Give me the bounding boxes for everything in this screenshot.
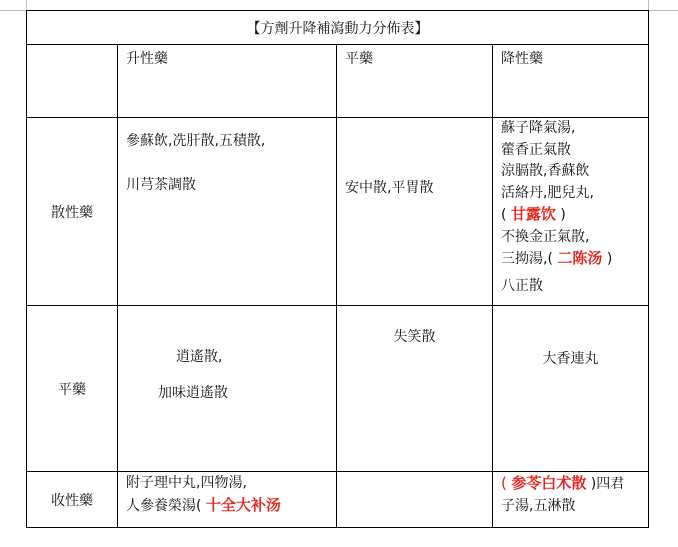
prescription-distribution-table xyxy=(26,10,649,528)
cell-line: 涼膈散,香蘇飲 xyxy=(501,163,590,179)
cell-line: 參蘇飲,冼肝散,五積散, xyxy=(126,133,266,149)
cell-astringent-down xyxy=(493,472,649,528)
paren-close: ) xyxy=(606,251,613,267)
highlighted-formula: 甘露饮 xyxy=(510,205,556,223)
line-suffix: )四君 xyxy=(590,476,625,492)
cell-line: 八正散 xyxy=(501,277,543,294)
paren-open: ( xyxy=(501,207,507,223)
cell-line: 活絡丹,肥兒丸, xyxy=(501,184,594,201)
cell-line: 失笑散 xyxy=(393,329,436,345)
line-prefix: 三拗湯,( xyxy=(501,251,553,267)
cell-line: 子湯,五淋散 xyxy=(501,498,576,514)
margin-guide-top-left xyxy=(26,0,27,10)
cell-line: 大香連丸 xyxy=(542,351,599,367)
cell-disperse-up xyxy=(118,118,337,306)
row-header-neutral: 平藥 xyxy=(27,306,118,472)
column-header-down: 降性藥 xyxy=(493,45,649,118)
cell-astringent-up xyxy=(118,472,337,528)
cell-neutral-flat xyxy=(337,306,493,472)
row-header-disperse: 散性藥 xyxy=(27,118,118,306)
cell-line xyxy=(126,494,328,517)
cell-line: 藿香正氣散 xyxy=(501,141,571,158)
cell-line: 加味逍遙散 xyxy=(158,385,228,401)
cell-line: 蘇子降氣湯, xyxy=(501,120,576,136)
cell-line: 不換金正氣散, xyxy=(501,228,590,245)
cell-neutral-down xyxy=(493,306,649,472)
cell-disperse-flat xyxy=(337,118,493,306)
margin-guide-top-right xyxy=(648,0,649,10)
highlighted-formula: 二陈汤 xyxy=(557,249,603,267)
cell-line: 川芎茶調散 xyxy=(126,177,196,193)
cell-line: 逍遙散, xyxy=(176,349,223,365)
cell-astringent-flat xyxy=(337,472,493,528)
line-prefix: 人參養榮湯( xyxy=(126,498,202,514)
paren-close: ) xyxy=(560,207,566,223)
cell-line: 附子理中丸,四物湯, xyxy=(126,475,247,491)
column-header-flat: 平藥 xyxy=(337,45,493,118)
cell-line xyxy=(501,472,640,495)
corner-cell xyxy=(27,45,118,118)
paren-open: ( xyxy=(501,474,507,492)
row-header-astringent: 收性藥 xyxy=(27,472,118,528)
margin-guide-left xyxy=(0,10,26,11)
cell-neutral-up xyxy=(118,306,337,472)
margin-guide-right xyxy=(648,10,678,11)
cell-disperse-down xyxy=(493,118,649,306)
cell-line: 安中散,平胃散 xyxy=(345,180,434,196)
highlighted-formula: 十全大补汤 xyxy=(205,496,281,514)
cell-line xyxy=(501,204,640,227)
column-header-up: 升性藥 xyxy=(118,45,337,118)
cell-line xyxy=(501,248,640,271)
table-title: 【方劑升降補瀉動力分佈表】 xyxy=(27,11,649,45)
highlighted-formula: 参苓白术散 xyxy=(511,474,587,492)
